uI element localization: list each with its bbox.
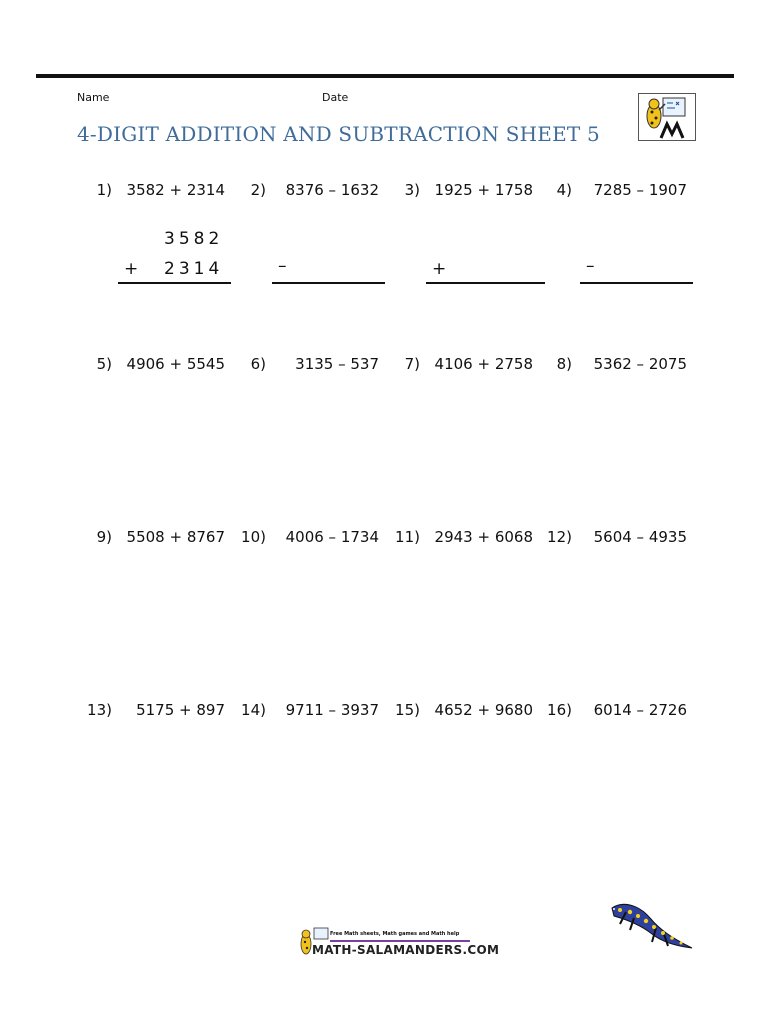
problem-expression: 5175 + 897: [136, 701, 225, 719]
problem-number: 9): [96, 528, 112, 546]
problem-number: 13): [87, 701, 112, 719]
problem-number: 2): [250, 181, 266, 199]
worked-example-top: 3582: [164, 229, 224, 249]
math-salamanders-logo: [638, 93, 696, 141]
worked-example-operator: +: [124, 259, 139, 279]
answer-line: [272, 282, 385, 284]
problem-number: 10): [241, 528, 266, 546]
problem-expression: 1925 + 1758: [434, 181, 533, 199]
problem-number: 7): [404, 355, 420, 373]
problem-expression: 8376 – 1632: [285, 181, 379, 199]
problem-expression: 2943 + 6068: [434, 528, 533, 546]
problem-number: 6): [250, 355, 266, 373]
problem-number: 16): [547, 701, 572, 719]
problem-expression: 5508 + 8767: [126, 528, 225, 546]
salamander-teacher-icon: [639, 94, 695, 140]
answer-line: [426, 282, 545, 284]
footer-site-link[interactable]: MATH-SALAMANDERS.COM: [312, 943, 500, 957]
problem-expression: 4652 + 9680: [434, 701, 533, 719]
problem-expression: 4906 + 5545: [126, 355, 225, 373]
top-rule: [36, 74, 734, 78]
problem-number: 3): [404, 181, 420, 199]
problem-number: 11): [395, 528, 420, 546]
problem-number: 5): [96, 355, 112, 373]
problem-number: 12): [547, 528, 572, 546]
worked-example-bottom: 2314: [164, 259, 224, 279]
problem-expression: 4106 + 2758: [434, 355, 533, 373]
sheet-title: 4-DIGIT ADDITION AND SUBTRACTION SHEET 5: [77, 122, 600, 146]
date-label: Date: [322, 91, 349, 104]
answer-line: [580, 282, 693, 284]
problem-expression: 6014 – 2726: [593, 701, 687, 719]
footer-tagline: Free Math sheets, Math games and Math help: [330, 931, 460, 937]
problem-expression: 9711 – 3937: [285, 701, 379, 719]
problem-expression: 5362 – 2075: [593, 355, 687, 373]
problem-number: 14): [241, 701, 266, 719]
problem-expression: 3135 – 537: [295, 355, 379, 373]
problem-expression: 7285 – 1907: [593, 181, 687, 199]
operator-sign: –: [278, 256, 287, 276]
problem-number: 4): [556, 181, 572, 199]
name-label: Name: [77, 91, 110, 104]
footer-rule: [330, 940, 470, 942]
problem-expression: 5604 – 4935: [593, 528, 687, 546]
answer-line: [118, 282, 231, 284]
problem-expression: 4006 – 1734: [285, 528, 379, 546]
operator-sign: +: [432, 259, 447, 279]
operator-sign: –: [586, 256, 595, 276]
problem-expression: 3582 + 2314: [126, 181, 225, 199]
salamander-icon: [606, 898, 698, 956]
problem-number: 8): [556, 355, 572, 373]
problem-number: 1): [96, 181, 112, 199]
problem-number: 15): [395, 701, 420, 719]
